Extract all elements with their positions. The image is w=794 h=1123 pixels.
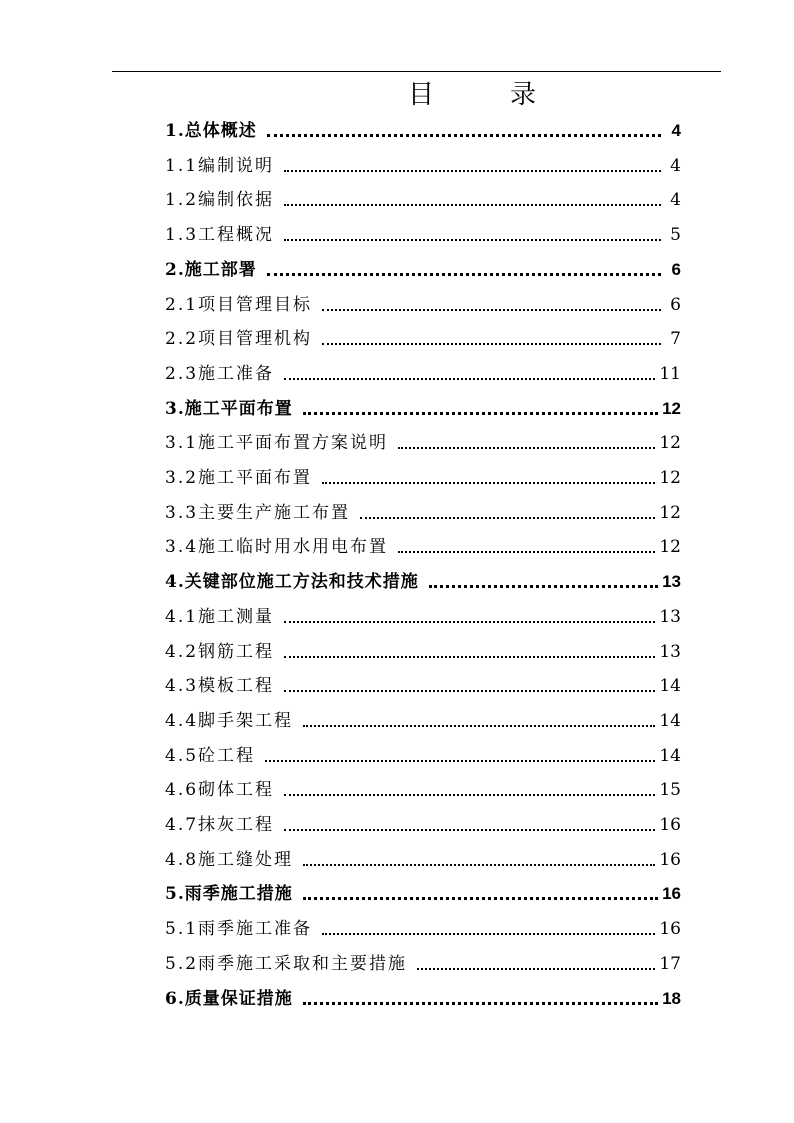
toc-dot-leader: [398, 447, 655, 449]
toc-dot-leader: [267, 273, 661, 276]
toc-chapter-entry[interactable]: [165, 984, 681, 1014]
toc-page-number: 11: [659, 363, 681, 384]
toc-section-entry[interactable]: [165, 949, 681, 979]
toc-section-entry[interactable]: [165, 290, 681, 320]
toc-section-entry[interactable]: [165, 151, 681, 181]
toc-section-entry[interactable]: [165, 671, 681, 701]
toc-entry-label: 1.2编制依据: [165, 190, 275, 211]
toc-page-number: 12: [662, 398, 681, 418]
toc-entry-label: 4.7抹灰工程: [165, 815, 275, 835]
toc-entry-label: 1.3工程概况: [165, 225, 275, 246]
toc-entry-label: 1.1编制说明: [165, 155, 275, 176]
toc-page-number: 16: [662, 884, 681, 904]
toc-page-number: 13: [662, 572, 681, 592]
toc-title-char-2: 录: [510, 80, 539, 110]
toc-entry-label: 5.1雨季施工准备: [165, 919, 313, 940]
toc-section-entry[interactable]: [165, 532, 681, 562]
toc-dot-leader: [284, 794, 655, 796]
toc-entry-label: 2.2项目管理机构: [165, 329, 313, 350]
toc-dot-leader: [267, 134, 661, 137]
toc-entry-label: 3.施工平面布置: [165, 398, 293, 419]
toc-entry-label: 4.8施工缝处理: [165, 849, 294, 870]
toc-section-entry[interactable]: [165, 324, 681, 354]
toc-page-number: 18: [662, 988, 681, 1008]
toc-entry-label: 4.3模板工程: [165, 676, 275, 697]
toc-title-char-1: 目: [408, 80, 437, 110]
toc-entry-label: 6.质量保证措施: [165, 988, 293, 1009]
toc-page-number: 6: [670, 294, 681, 315]
toc-section-entry[interactable]: [165, 741, 681, 771]
toc-page-number: 5: [670, 225, 681, 246]
toc-entry-label: 5.雨季施工措施: [165, 884, 293, 905]
toc-page-number: 15: [659, 780, 681, 801]
toc-entry-label: 1.总体概述: [165, 121, 257, 141]
toc-section-entry[interactable]: [165, 914, 681, 944]
toc-section-entry[interactable]: [165, 845, 681, 875]
toc-page-number: 13: [659, 606, 681, 627]
toc-section-entry[interactable]: [165, 637, 681, 667]
toc-page-number: 14: [659, 676, 681, 697]
toc-dot-leader: [284, 690, 655, 692]
toc-dot-leader: [322, 933, 655, 935]
toc-entry-label: 3.2施工平面布置: [165, 468, 313, 488]
toc-section-entry[interactable]: [165, 220, 681, 250]
toc-page-number: 6: [671, 259, 681, 279]
toc-dot-leader: [322, 309, 661, 311]
toc-section-entry[interactable]: [165, 602, 681, 632]
toc-entry-label: 2.3施工准备: [165, 363, 275, 384]
toc-entry-label: 4.关键部位施工方法和技术措施: [165, 572, 419, 593]
toc-dot-leader: [265, 760, 655, 762]
toc-chapter-entry[interactable]: [165, 255, 681, 285]
toc-page-number: 12: [659, 502, 681, 523]
toc-dot-leader: [429, 585, 658, 588]
toc-page-number: 16: [659, 815, 681, 835]
toc-page-number: 12: [659, 468, 681, 488]
toc-page-number: 14: [659, 710, 681, 731]
toc-page-number: 17: [659, 953, 681, 974]
toc-entry-label: 4.1施工测量: [165, 606, 275, 627]
toc-dot-leader: [284, 829, 655, 831]
toc-entry-label: 5.2雨季施工采取和主要措施: [165, 953, 408, 974]
toc-entry-label: 3.3主要生产施工布置: [165, 502, 351, 523]
toc-dot-leader: [303, 897, 658, 900]
toc-page-number: 14: [659, 745, 681, 766]
toc-dot-leader: [284, 378, 655, 380]
toc-page-number: 16: [659, 849, 681, 870]
toc-page-number: 16: [659, 919, 681, 940]
toc-dot-leader: [303, 864, 655, 866]
toc-dot-leader: [322, 343, 661, 345]
toc-chapter-entry[interactable]: [165, 116, 681, 146]
toc-chapter-entry[interactable]: [165, 879, 681, 909]
toc-chapter-entry[interactable]: [165, 567, 681, 597]
toc-dot-leader: [398, 551, 655, 553]
toc-section-entry[interactable]: [165, 498, 681, 528]
toc-dot-leader: [284, 239, 661, 241]
toc-section-entry[interactable]: [165, 775, 681, 805]
toc-section-entry[interactable]: [165, 810, 681, 840]
toc-page-number: 12: [659, 537, 681, 558]
toc-entry-label: 4.5砼工程: [165, 745, 256, 766]
toc-page-number: 13: [659, 641, 681, 662]
toc-dot-leader: [284, 621, 655, 623]
toc-dot-leader: [303, 1002, 658, 1005]
toc-dot-leader: [322, 482, 655, 484]
toc-entry-label: 3.4施工临时用水用电布置: [165, 537, 389, 558]
toc-dot-leader: [284, 656, 655, 658]
toc-entry-label: 3.1施工平面布置方案说明: [165, 433, 389, 454]
toc-entry-label: 2.1项目管理目标: [165, 294, 313, 315]
toc-page-number: 7: [670, 329, 681, 350]
toc-section-entry[interactable]: [165, 463, 681, 493]
toc-dot-leader: [303, 725, 655, 727]
toc-dot-leader: [284, 204, 661, 206]
toc-entry-label: 4.2钢筋工程: [165, 641, 275, 662]
toc-section-entry[interactable]: [165, 359, 681, 389]
toc-entry-label: 2.施工部署: [165, 259, 257, 280]
toc-dot-leader: [303, 412, 658, 415]
toc-page-number: 12: [659, 433, 681, 454]
toc-entry-label: 4.6砌体工程: [165, 780, 275, 801]
toc-section-entry[interactable]: [165, 428, 681, 458]
toc-chapter-entry[interactable]: [165, 394, 681, 424]
toc-page-number: 4: [670, 155, 681, 176]
toc-page-number: 4: [671, 121, 681, 140]
toc-dot-leader: [360, 517, 655, 519]
toc-page-number: 4: [670, 190, 681, 211]
toc-dot-leader: [284, 170, 661, 172]
toc-section-entry[interactable]: [165, 706, 681, 736]
toc-dot-leader: [417, 968, 655, 970]
toc-section-entry[interactable]: [165, 185, 681, 215]
toc-entry-label: 4.4脚手架工程: [165, 710, 294, 731]
